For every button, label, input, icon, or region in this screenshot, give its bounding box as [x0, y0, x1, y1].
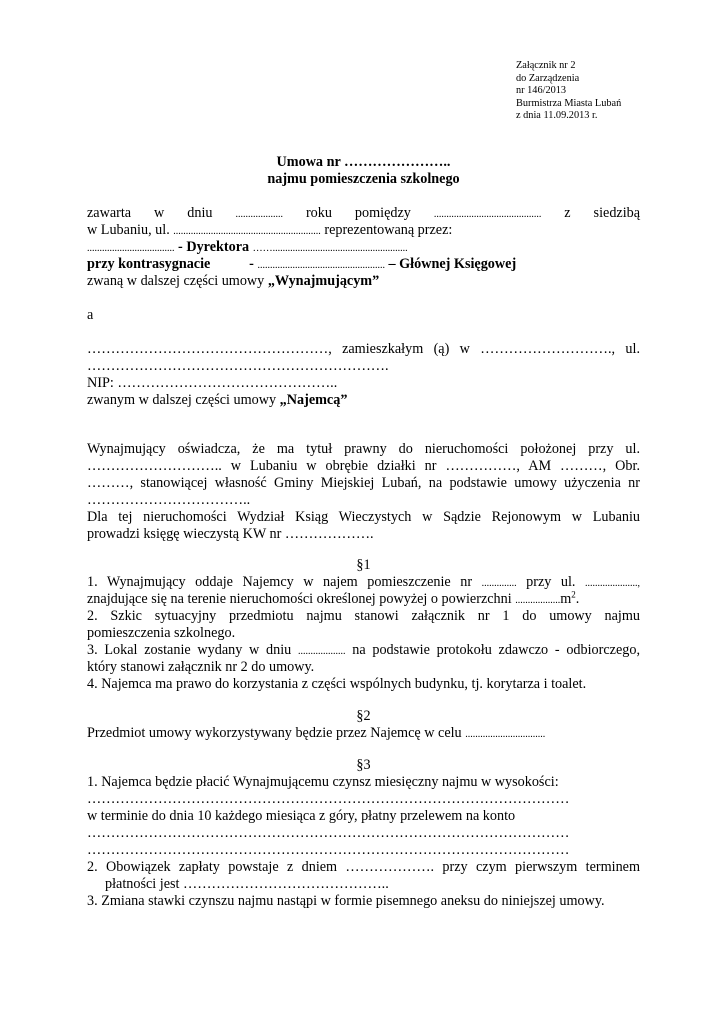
accountant-label: – Głównej Księgowej: [388, 256, 517, 272]
declaration-line: prowadzi księgę wieczystą KW nr ……………….: [87, 526, 374, 542]
text: reprezentowaną przez:: [324, 222, 453, 238]
tenant-nip: NIP: ………………………………………..: [87, 375, 338, 391]
conjunction: a: [87, 307, 94, 323]
annex-line: nr 146/2013: [516, 85, 567, 97]
text: przy ul.: [526, 574, 576, 590]
declaration-line: ……………………….. w Lubaniu w obrębie działki nr ……………, AM ………, Obr.: [87, 458, 640, 474]
text: znajdujące się na terenie nieruchomości określonej powyżej o powierzchni: [87, 591, 512, 607]
street-blank: .....................,: [585, 578, 640, 589]
s3-p2-line-1: 2. Obowiązek zapłaty powstaje z dniem ………………. przy czym pierwszym terminem: [87, 859, 640, 875]
countersign-label: przy kontrasygnacie: [87, 256, 211, 272]
parties-line-4: [87, 256, 516, 274]
landlord-term: „Wynajmującym”: [267, 273, 380, 289]
s1-p2-line-2: pomieszczenia szkolnego.: [87, 625, 236, 641]
tenant-term: „Najemcą”: [279, 392, 348, 408]
annex-line: Załącznik nr 2: [516, 60, 576, 71]
declaration-line: Dla tej nieruchomości Wydział Ksiąg Wieczystych w Sądzie Rejonowym w Lubaniu: [87, 509, 640, 525]
s3-p3: 3. Zmiana stawki czynszu najmu nastąpi w formie pisemnego aneksu do niniejszej umowy.: [87, 893, 605, 909]
declaration-line: ……………………………..: [87, 492, 251, 508]
date-blank: ...................: [298, 646, 346, 657]
contract-title: Umowa nr …………………..: [276, 154, 451, 170]
tenant-line-2: ……………………………………………………….: [87, 358, 389, 374]
s1-p3-line-1: [87, 642, 640, 660]
area-blank: ..................: [515, 595, 561, 606]
tenant-line-1: ……………………………………………, zamieszkałym (ą) w ………………………., ul.: [87, 341, 640, 357]
section-heading-1: §1: [356, 557, 371, 573]
parties-line-3: [87, 239, 408, 257]
s3-p1: 1. Najemca będzie płacić Wynajmującemu czynsz miesięczny najmu w wysokości:: [87, 774, 559, 790]
text: z siedzibą: [564, 205, 641, 221]
director-blank: ...................................: [87, 243, 175, 254]
text: w Lubaniu, ul.: [87, 222, 170, 238]
text: Przedmiot umowy wykorzystywany będzie przez Najemcę w celu: [87, 725, 462, 741]
rent-blank: …………………………………………………………………………………………: [87, 791, 570, 807]
s1-p1-line-2: [87, 591, 579, 609]
section-heading-2: §2: [356, 708, 371, 724]
s3-p1b: w terminie do dnia 10 każdego miesiąca z góry, płatny przelewem na konto: [87, 808, 516, 824]
section-heading-3: §3: [356, 757, 371, 773]
date-blank: ...................: [235, 209, 283, 220]
tenant-line-4: [87, 392, 347, 409]
s1-p4: 4. Najemca ma prawo do korzystania z części wspólnych budynku, tj. korytarza i toalet.: [87, 676, 587, 692]
s1-p3-line-2: który stanowi załącznik nr 2 do umowy.: [87, 659, 315, 675]
accountant-blank: ...................................................: [257, 260, 385, 271]
room-blank: ..............: [481, 578, 517, 589]
annex-line: Burmistrza Miasta Lubań: [516, 97, 622, 109]
declaration-line: ………, stanowiącej własność Gminy Miejskiej Lubań, na podstawie umowy użyczenia nr: [87, 475, 640, 491]
annex-line: do Zarządzenia: [516, 72, 580, 84]
account-blank: …………………………………………………………………………………………: [87, 842, 570, 858]
contract-subtitle: najmu pomieszczenia szkolnego: [267, 171, 460, 187]
text: zawarta w dniu: [87, 205, 213, 221]
text: .: [575, 591, 580, 607]
text: na podstawie protokołu zdawczo - odbiorczego,: [352, 642, 640, 658]
text: zwanym w dalszej części umowy: [87, 392, 280, 408]
declaration-line: Wynajmujący oświadcza, że ma tytuł prawny do nieruchomości położonej przy ul.: [87, 441, 640, 457]
text: zwaną w dalszej części umowy: [87, 273, 268, 289]
text: roku pomiędzy: [305, 205, 411, 221]
annex-header: [516, 60, 621, 123]
purpose-blank: ................................: [465, 729, 546, 740]
blank: ……......................................................: [252, 243, 408, 254]
party-blank: ...........................................: [433, 209, 542, 220]
parties-line-5: [87, 273, 379, 290]
s1-p1-line-1: [87, 574, 640, 592]
unit-exponent: 2: [571, 589, 576, 600]
s3-p2-line-2: płatności jest ……………………………………..: [105, 876, 389, 892]
account-blank: …………………………………………………………………………………………: [87, 825, 570, 841]
s2-text: [87, 725, 545, 743]
text: 3. Lokal zostanie wydany w dniu: [87, 642, 292, 658]
dash: -: [249, 256, 254, 272]
street-blank: ...........................................................: [173, 226, 321, 237]
director-label: - Dyrektora: [178, 239, 250, 255]
parties-line-2: [87, 222, 452, 240]
annex-line: z dnia 11.09.2013 r.: [516, 110, 598, 122]
parties-line-1: [87, 205, 640, 223]
unit: m: [560, 591, 572, 607]
s1-p2-line-1: 2. Szkic sytuacyjny przedmiotu najmu stanowi załącznik nr 1 do umowy najmu: [87, 608, 640, 624]
text: 1. Wynajmujący oddaje Najemcy w najem pomieszczenie nr: [87, 574, 473, 590]
